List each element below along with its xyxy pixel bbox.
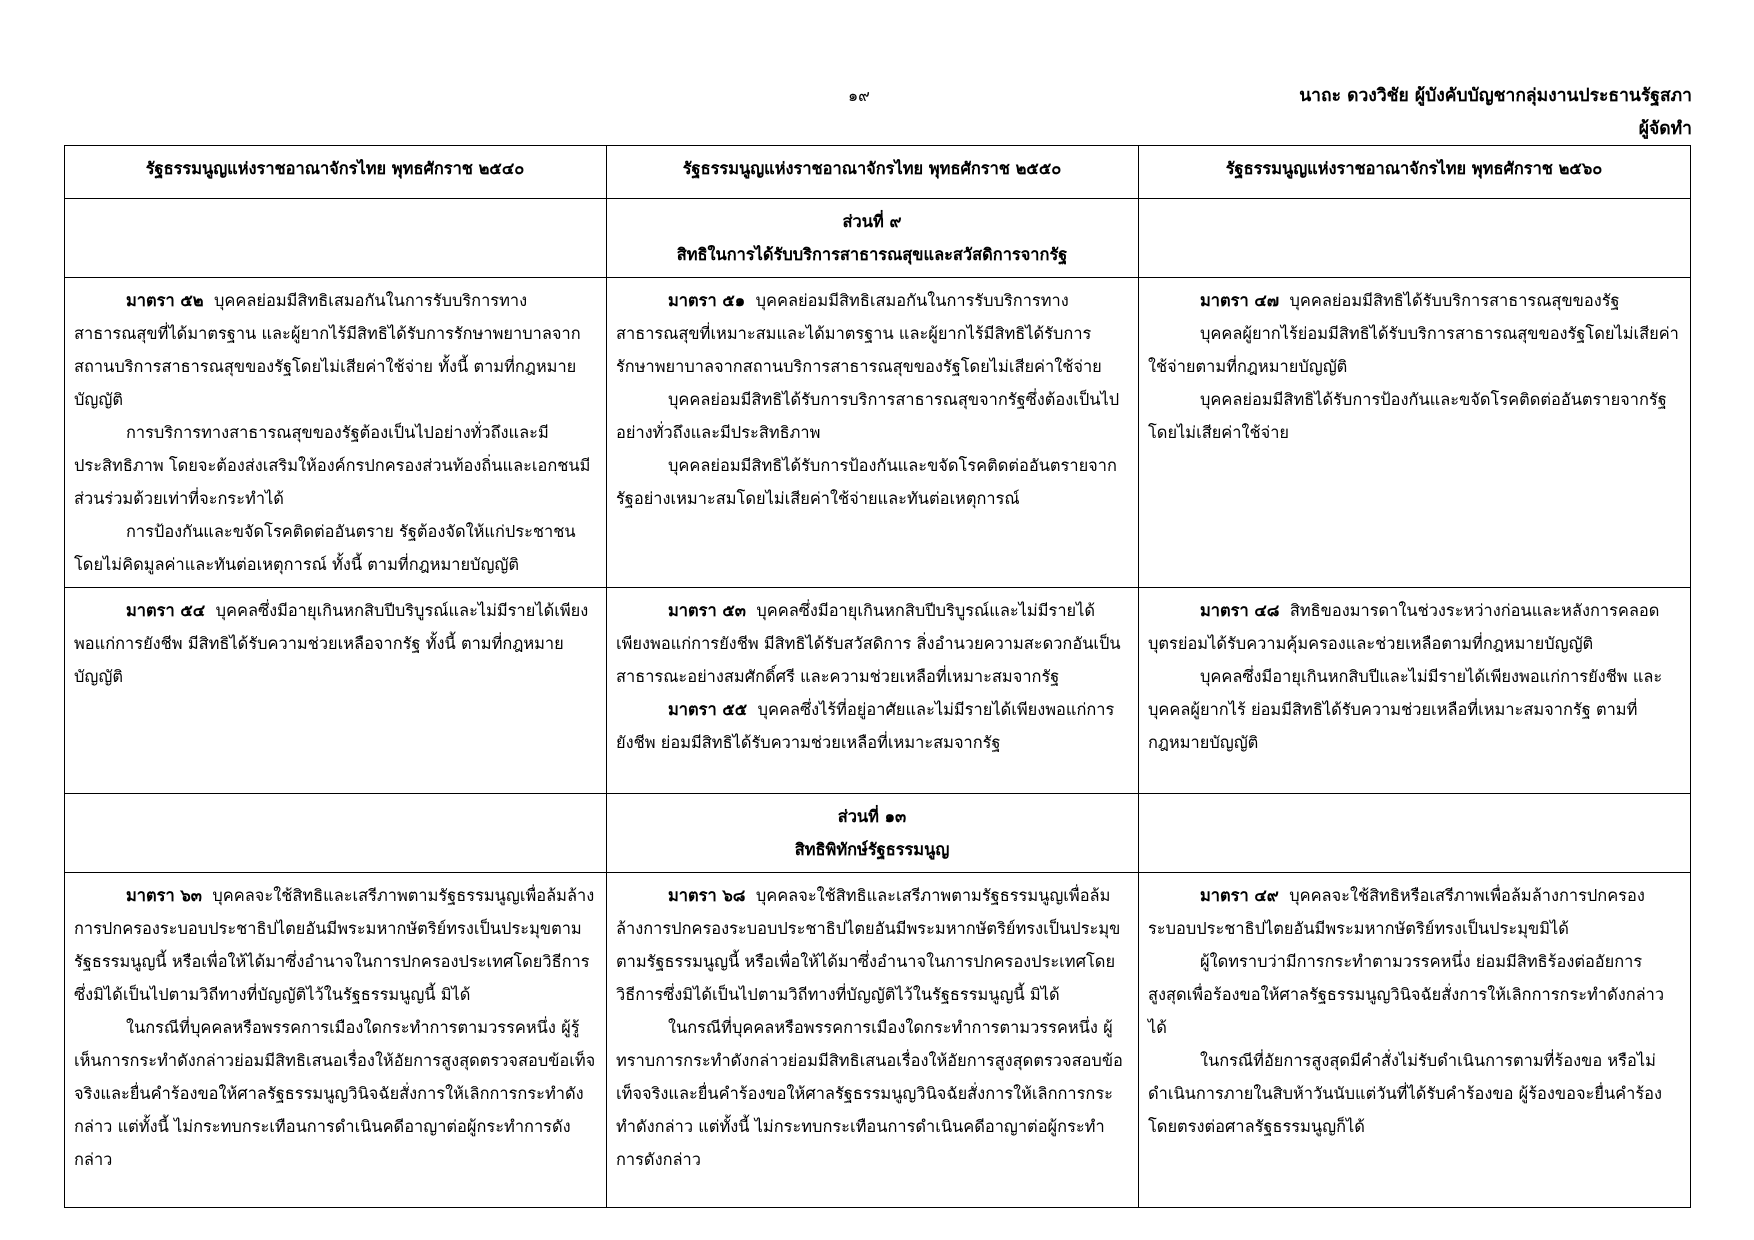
section-text: บุคคลจะใช้สิทธิและเสรีภาพตามรัฐธรรมนูญเพื่อล้มล้างการปกครองระบอบประชาธิปไตยอันมีพระมหากษัตริย์ทรงเป็นประมุขตามรัฐธรรมนูญนี้ หรือเพื่อให้ได้มาซึ่งอำนาจในการปกครองประเทศโดยวิธีการซึ่งมิได้เป็นไปตามวิถีทางที่บัญญัติไว้ในรัฐธรรมนูญนี้ มิได้: [74, 886, 595, 1004]
section-number: มาตรา ๕๕: [668, 700, 748, 719]
section-text: บุคคลซึ่งมีอายุเกินหกสิบปีบริบูรณ์และไม่มีรายได้เพียงพอแก่การยังชีพ มีสิทธิได้รับสวัสดิการ สิ่งอำนวยความสะดวกอันเป็นสาธารณะอย่างสมศักดิ์ศรี และความช่วยเหลือที่เหมาะสมจากรัฐ: [616, 601, 1121, 686]
section-text: บุคคลซึ่งไร้ที่อยู่อาศัยและไม่มีรายได้เพียงพอแก่การยังชีพ ย่อมมีสิทธิได้รับความช่วยเหลือที่เหมาะสมจากรัฐ: [616, 700, 1115, 752]
part-heading: [607, 794, 1139, 873]
section-paragraph: ในกรณีที่อัยการสูงสุดมีคำสั่งไม่รับดำเนินการตามที่ร้องขอ หรือไม่ดำเนินการภายในสิบห้าวันนับแต่วันที่ได้รับคำร้องขอ ผู้ร้องขอจะยื่นคำร้องโดยตรงต่อศาลรัฐธรรมนูญก็ได้: [1148, 1051, 1662, 1136]
section-cell: [65, 873, 607, 1208]
part-heading: [607, 199, 1139, 278]
section-number: มาตรา ๖๓: [126, 886, 202, 905]
section-paragraph: บุคคลซึ่งมีอายุเกินหกสิบปีและไม่มีรายได้เพียงพอแก่การยังชีพ และบุคคลผู้ยากไร้ ย่อมมีสิทธิได้รับความช่วยเหลือที่เหมาะสมจากรัฐ ตามที่กฎหมายบัญญัติ: [1148, 667, 1663, 752]
section-number: มาตรา ๔๗: [1200, 291, 1280, 310]
part-number: ส่วนที่ ๙: [842, 212, 902, 231]
section-text: บุคคลย่อมมีสิทธิได้รับบริการสาธารณสุขของรัฐ: [1289, 291, 1620, 310]
section-paragraph: บุคคลย่อมมีสิทธิได้รับการป้องกันและขจัดโรคติดต่ออันตรายจากรัฐโดยไม่เสียค่าใช้จ่าย: [1148, 390, 1667, 442]
section-cell: [65, 278, 607, 588]
table-row: [65, 588, 1691, 794]
section-text: สิทธิของมารดาในช่วงระหว่างก่อนและหลังการคลอดบุตรย่อมได้รับความคุ้มครองและช่วยเหลือตามที่กฎหมายบัญญัติ: [1148, 601, 1660, 653]
section-text: บุคคลย่อมมีสิทธิเสมอกันในการรับบริการทางสาธารณสุขที่ได้มาตรฐาน และผู้ยากไร้มีสิทธิได้รับการรักษาพยาบาลจากสถานบริการสาธารณสุขของรัฐโดยไม่เสียค่าใช้จ่าย ทั้งนี้ ตามที่กฎหมายบัญญัติ: [74, 291, 581, 409]
section-cell: [607, 588, 1139, 794]
section-number: มาตรา ๕๔: [126, 601, 206, 620]
section-paragraph: ในกรณีที่บุคคลหรือพรรคการเมืองใดกระทำการตามวรรคหนึ่ง ผู้รู้เห็นการกระทำดังกล่าวย่อมมีสิทธิเสนอเรื่องให้อัยการสูงสุดตรวจสอบข้อเท็จจริงและยื่นคำร้องขอให้ศาลรัฐธรรมนูญวินิจฉัยสั่งการให้เลิกการกระทำดังกล่าว แต่ทั้งนี้ ไม่กระทบกระเทือนการดำเนินคดีอาญาต่อผู้กระทำการดังกล่าว: [74, 1018, 596, 1169]
author-role: ผู้จัดทำ: [1638, 119, 1692, 139]
empty-cell: [65, 794, 607, 873]
comparison-table: [64, 145, 1691, 1208]
author-block: [1299, 80, 1692, 146]
author-name: นาถะ ดวงวิชัย ผู้บังคับบัญชากลุ่มงานประธานรัฐสภา: [1299, 86, 1692, 106]
section-cell: [1139, 588, 1691, 794]
page-number: ๑๙: [848, 86, 870, 105]
section-text: บุคคลย่อมมีสิทธิเสมอกันในการรับบริการทางสาธารณสุขที่เหมาะสมและได้มาตรฐาน และผู้ยากไร้มีสิทธิได้รับการรักษาพยาบาลจากสถานบริการสาธารณสุขของรัฐโดยไม่เสียค่าใช้จ่าย: [616, 291, 1102, 376]
table-row: [65, 873, 1691, 1208]
part-number: ส่วนที่ ๑๓: [837, 807, 907, 826]
section-paragraph: ในกรณีที่บุคคลหรือพรรคการเมืองใดกระทำการตามวรรคหนึ่ง ผู้ทราบการกระทำดังกล่าวย่อมมีสิทธิเสนอเรื่องให้อัยการสูงสุดตรวจสอบข้อเท็จจริงและยื่นคำร้องขอให้ศาลรัฐธรรมนูญวินิจฉัยสั่งการให้เลิกการกระทำดังกล่าว แต่ทั้งนี้ ไม่กระทบกระเทือนการดำเนินคดีอาญาต่อผู้กระทำการดังกล่าว: [616, 1018, 1123, 1169]
section-cell: [1139, 278, 1691, 588]
section-paragraph: บุคคลผู้ยากไร้ย่อมมีสิทธิได้รับบริการสาธารณสุขของรัฐโดยไม่เสียค่าใช้จ่ายตามที่กฎหมายบัญญัติ: [1148, 324, 1679, 376]
section-paragraph: ผู้ใดทราบว่ามีการกระทำตามวรรคหนึ่ง ย่อมมีสิทธิร้องต่ออัยการสูงสุดเพื่อร้องขอให้ศาลรัฐธรรมนูญวินิจฉัยสั่งการให้เลิกการกระทำดังกล่าวได้: [1148, 952, 1665, 1037]
section-number: มาตรา ๕๓: [668, 601, 746, 620]
section-cell: [607, 278, 1139, 588]
empty-cell: [1139, 794, 1691, 873]
table-row: [65, 278, 1691, 588]
section-cell: [65, 588, 607, 794]
part-title: สิทธิพิทักษ์รัฐธรรมนูญ: [794, 840, 950, 859]
section-number: มาตรา ๔๘: [1200, 601, 1280, 620]
part-heading-row: [65, 199, 1691, 278]
empty-cell: [65, 199, 607, 278]
section-paragraph: การป้องกันและขจัดโรคติดต่ออันตราย รัฐต้องจัดให้แก่ประชาชนโดยไม่คิดมูลค่าและทันต่อเหตุการณ์ ทั้งนี้ ตามที่กฎหมายบัญญัติ: [74, 522, 576, 574]
empty-cell: [1139, 199, 1691, 278]
section-paragraph: บุคคลย่อมมีสิทธิได้รับการบริการสาธารณสุขจากรัฐซึ่งต้องเป็นไปอย่างทั่วถึงและมีประสิทธิภาพ: [616, 390, 1120, 442]
section-text: บุคคลซึ่งมีอายุเกินหกสิบปีบริบูรณ์และไม่มีรายได้เพียงพอแก่การยังชีพ มีสิทธิได้รับความช่วยเหลือจากรัฐ ทั้งนี้ ตามที่กฎหมายบัญญัติ: [74, 601, 589, 686]
part-title: สิทธิในการได้รับบริการสาธารณสุขและสวัสดิการจากรัฐ: [676, 245, 1068, 264]
section-cell: [1139, 873, 1691, 1208]
section-text: บุคคลจะใช้สิทธิหรือเสรีภาพเพื่อล้มล้างการปกครองระบอบประชาธิปไตยอันมีพระมหากษัตริย์ทรงเป็นประมุขมิได้: [1148, 886, 1645, 938]
section-text: บุคคลจะใช้สิทธิและเสรีภาพตามรัฐธรรมนูญเพื่อล้มล้างการปกครองระบอบประชาธิปไตยอันมีพระมหากษัตริย์ทรงเป็นประมุขตามรัฐธรรมนูญนี้ หรือเพื่อให้ได้มาซึ่งอำนาจในการปกครองประเทศโดยวิธีการซึ่งมิได้เป็นไปตามวิถีทางที่บัญญัติไว้ในรัฐธรรมนูญนี้ มิได้: [616, 886, 1121, 1004]
section-number: มาตรา ๕๑: [668, 291, 746, 310]
column-header-2550: รัฐธรรมนูญแห่งราชอาณาจักรไทย พุทธศักราช ๒๕๕๐: [607, 146, 1139, 199]
table-header-row: [65, 146, 1691, 199]
section-number: มาตรา ๕๒: [126, 291, 204, 310]
part-heading-row: [65, 794, 1691, 873]
section-paragraph: บุคคลย่อมมีสิทธิได้รับการป้องกันและขจัดโรคติดต่ออันตรายจากรัฐอย่างเหมาะสมโดยไม่เสียค่าใช้จ่ายและทันต่อเหตุการณ์: [616, 456, 1117, 508]
column-header-2540: รัฐธรรมนูญแห่งราชอาณาจักรไทย พุทธศักราช ๒๕๔๐: [65, 146, 607, 199]
column-header-2560: รัฐธรรมนูญแห่งราชอาณาจักรไทย พุทธศักราช ๒๕๖๐: [1139, 146, 1691, 199]
section-paragraph: การบริการทางสาธารณสุขของรัฐต้องเป็นไปอย่างทั่วถึงและมีประสิทธิภาพ โดยจะต้องส่งเสริมให้องค์กรปกครองส่วนท้องถิ่นและเอกชนมีส่วนร่วมด้วยเท่าที่จะกระทำได้: [74, 423, 591, 508]
section-cell: [607, 873, 1139, 1208]
section-number: มาตรา ๖๘: [668, 886, 746, 905]
section-number: มาตรา ๔๙: [1200, 886, 1279, 905]
